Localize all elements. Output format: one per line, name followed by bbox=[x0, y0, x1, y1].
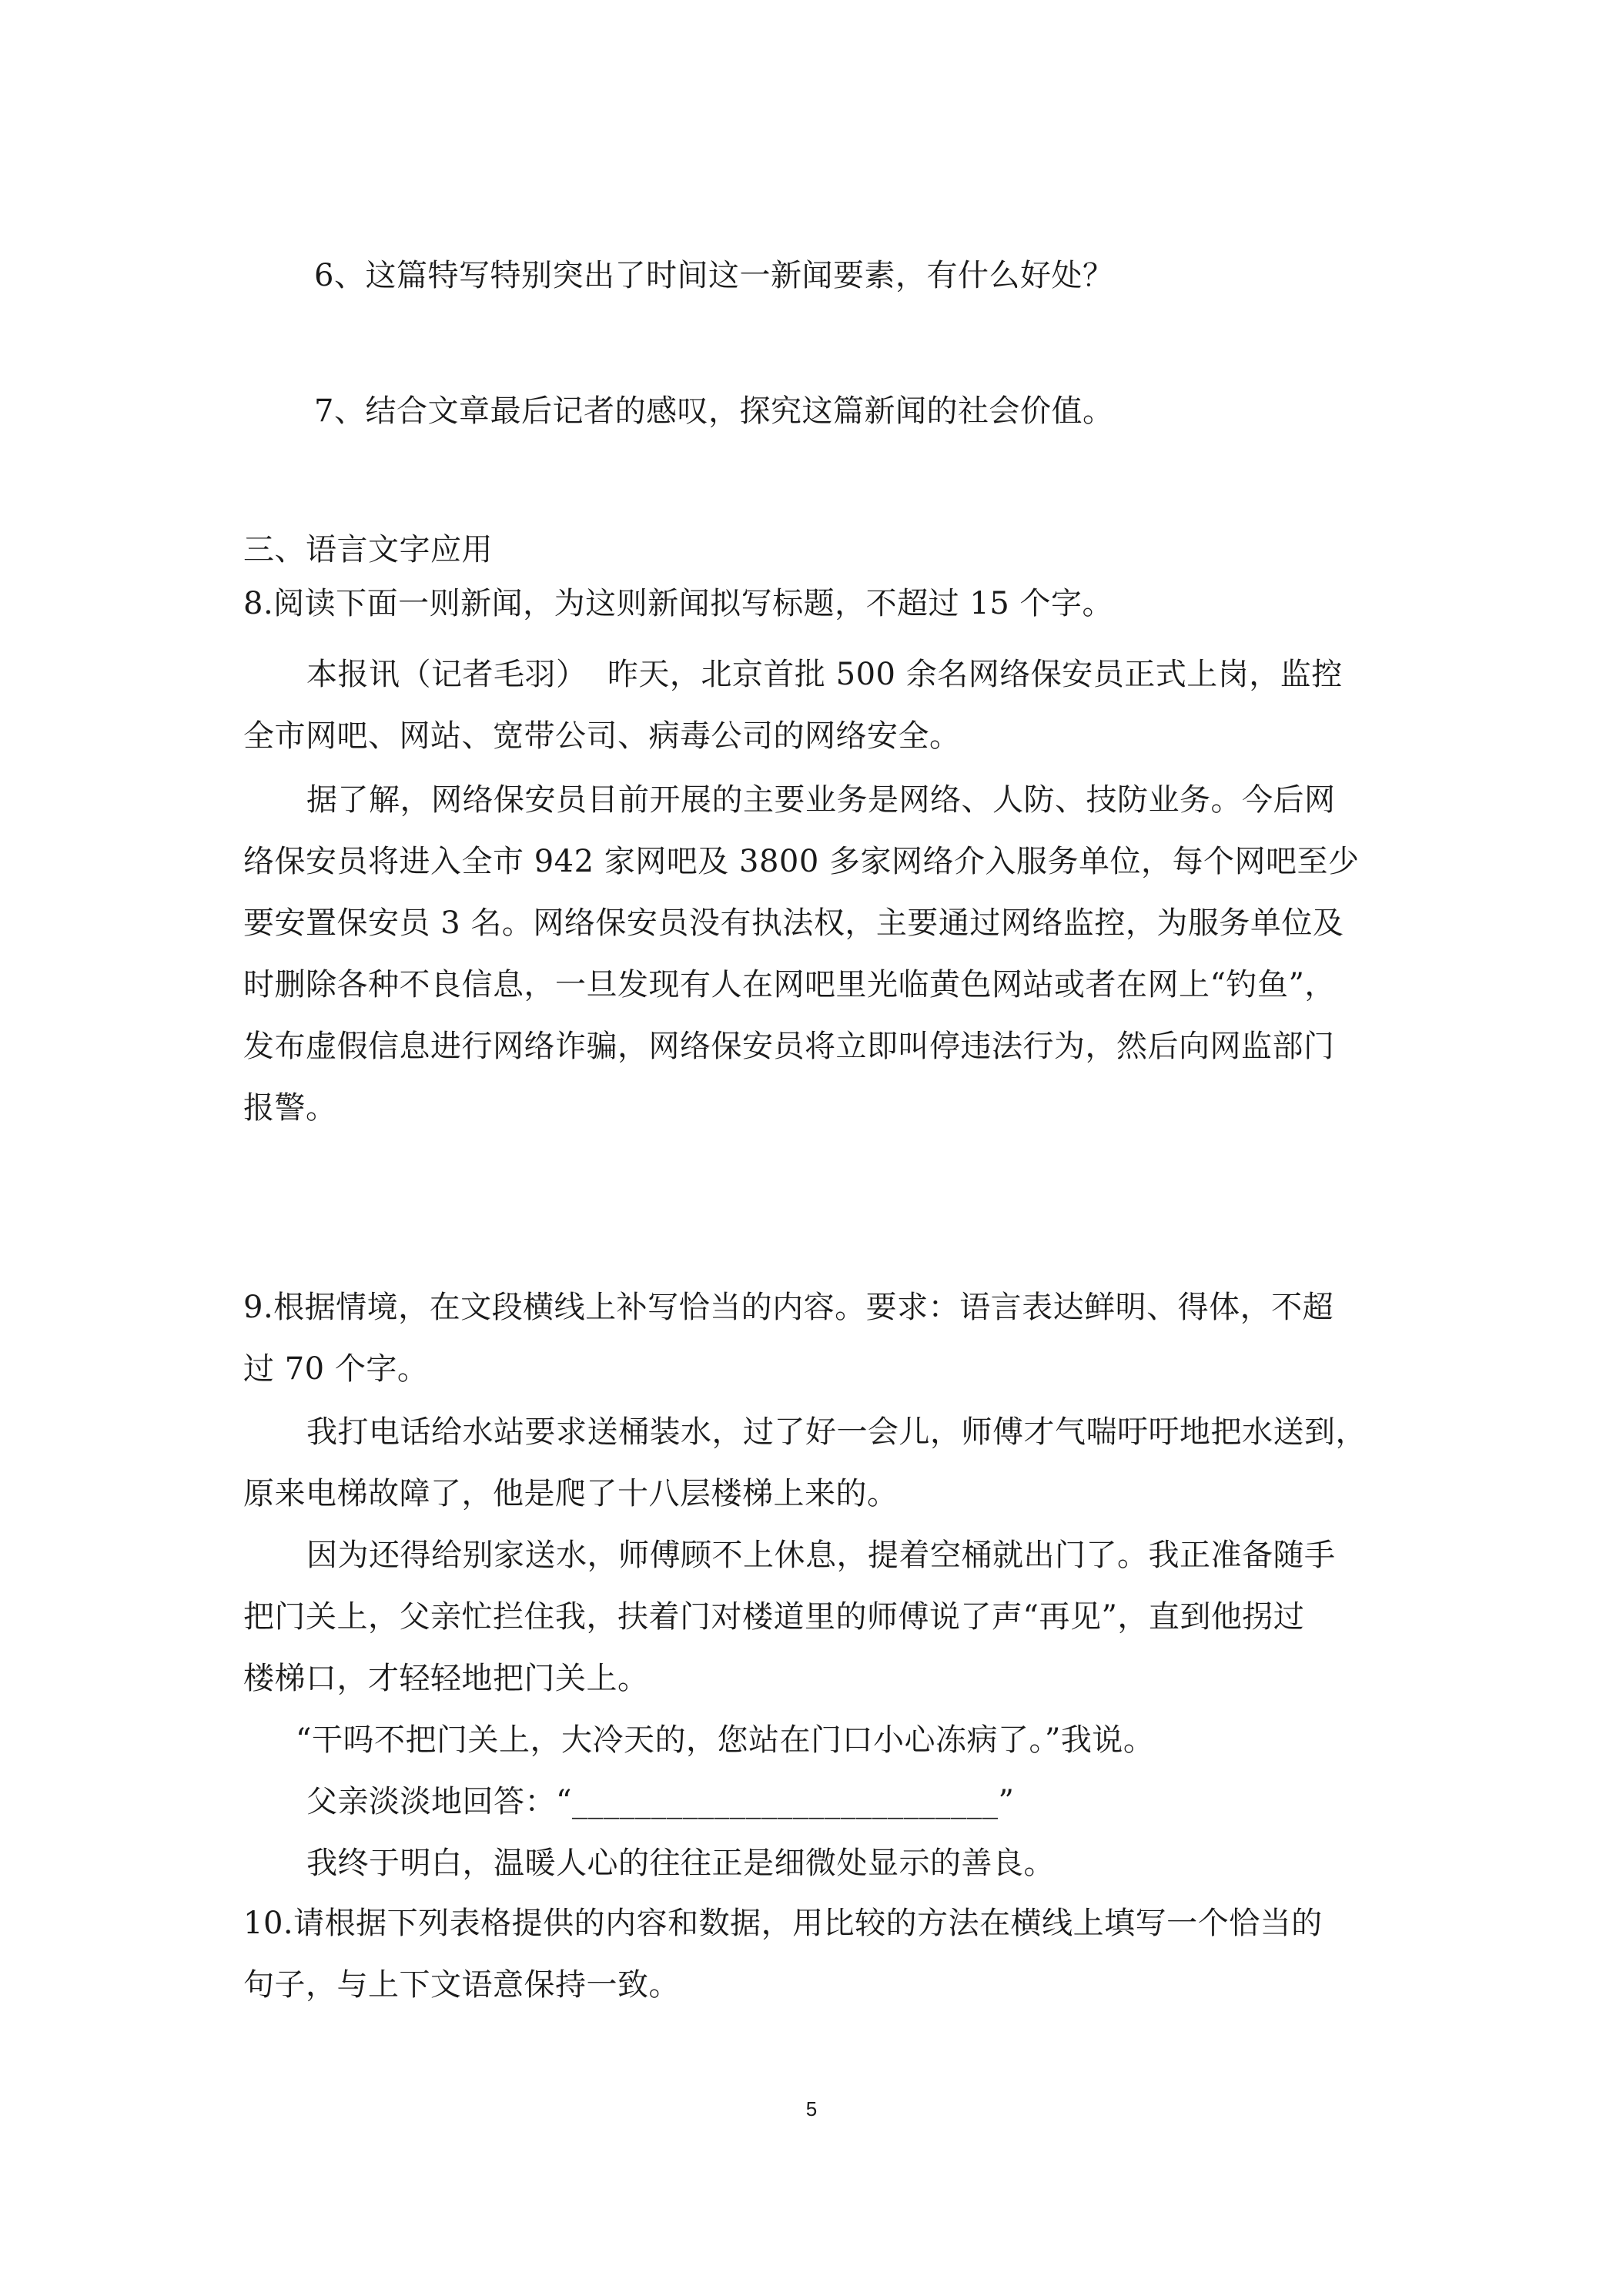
question-6: 6、这篇特写特别突出了时间这一新闻要素，有什么好处？ bbox=[314, 258, 1114, 293]
question-9-prompt: 过 70 个字。 bbox=[243, 1351, 429, 1387]
news-line: 本报讯（记者毛羽） 昨天，北京首批 500 余名网络保安员正式上岗，监控 bbox=[306, 657, 1343, 692]
page-number: 5 bbox=[805, 2097, 818, 2120]
news-line: 要安置保安员 3 名。网络保安员没有执法权，主要通过网络监控，为服务单位及 bbox=[243, 905, 1344, 941]
question-8-prompt: 8.阅读下面一则新闻，为这则新闻拟写标题，不超过 15 个字。 bbox=[243, 586, 1113, 621]
question-10-prompt: 10.请根据下列表格提供的内容和数据，用比较的方法在横线上填写一个恰当的 bbox=[243, 1906, 1323, 1941]
answer-blank-line[interactable]: 父亲淡淡地回答：“___________________________” bbox=[306, 1784, 1015, 1819]
story-line: 把门关上，父亲忙拦住我，扶着门对楼道里的师傅说了声“再见”，直到他拐过 bbox=[243, 1599, 1305, 1635]
question-10-prompt: 句子，与上下文语意保持一致。 bbox=[243, 1967, 680, 2003]
news-line: 络保安员将进入全市 942 家网吧及 3800 多家网络介入服务单位，每个网吧至少 bbox=[243, 844, 1360, 879]
section-heading: 三、语言文字应用 bbox=[243, 532, 493, 567]
news-line: 时删除各种不良信息，一旦发现有人在网吧里光临黄色网站或者在网上“钓鱼”， bbox=[243, 967, 1336, 1002]
news-line: 发布虚假信息进行网络诈骗，网络保安员将立即叫停违法行为，然后向网监部门 bbox=[243, 1029, 1335, 1064]
story-line: 楼梯口，才轻轻地把门关上。 bbox=[243, 1661, 649, 1696]
story-line: 原来电梯故障了，他是爬了十八层楼梯上来的。 bbox=[243, 1476, 899, 1511]
question-9-prompt: 9.根据情境，在文段横线上补写恰当的内容。要求：语言表达鲜明、得体，不超 bbox=[243, 1290, 1334, 1325]
story-line: 因为还得给别家送水，师傅顾不上休息，提着空桶就出门了。我正准备随手 bbox=[306, 1538, 1336, 1573]
news-line: 全市网吧、网站、宽带公司、病毒公司的网络安全。 bbox=[243, 718, 961, 754]
news-line: 报警。 bbox=[243, 1090, 337, 1126]
news-line: 据了解，网络保安员目前开展的主要业务是网络、人防、技防业务。今后网 bbox=[306, 782, 1336, 818]
story-line: 我打电话给水站要求送桶装水，过了好一会儿，师傅才气喘吁吁地把水送到， bbox=[306, 1414, 1367, 1450]
story-line: 我终于明白，温暖人心的往往正是细微处显示的善良。 bbox=[306, 1846, 1055, 1881]
story-line: “干吗不把门关上，大冷天的，您站在门口小心冻病了。”我说。 bbox=[296, 1722, 1155, 1758]
question-7: 7、结合文章最后记者的感叹，探究这篇新闻的社会价值。 bbox=[314, 393, 1114, 429]
